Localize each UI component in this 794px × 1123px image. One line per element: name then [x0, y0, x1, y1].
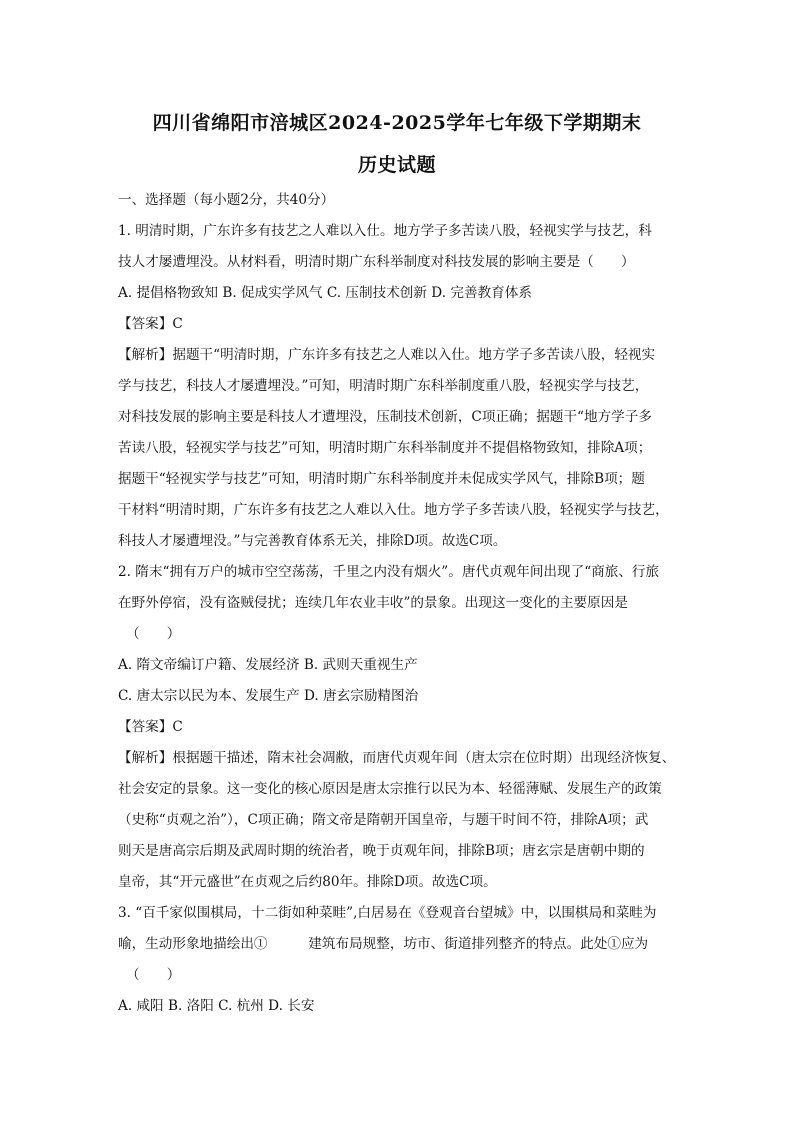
analysis-line: 则天是唐高宗后期及武周时期的统治者，晚于贞观年间，排除B项；唐玄宗是唐朝中期的 [118, 843, 645, 859]
question-stem-line: 喻，生动形象地描绘出① 建筑布局规整，坊市、街道排列整齐的特点。此处①应为 [118, 936, 649, 952]
question-options: A. 提倡格物致知 B. 促成实学风气 C. 压制技术创新 D. 完善教育体系 [118, 285, 532, 301]
document-subtitle: 历史试题 [357, 154, 436, 176]
question-3 [118, 898, 688, 1022]
question-options: C. 唐太宗以民为本、发展生产 D. 唐玄宗励精图治 [118, 688, 419, 704]
question-stem-line: 技人才屡遭埋没。从材料看，明清时期广东科举制度对科技发展的影响主要是（ ） [118, 254, 635, 270]
answer-line: 【答案】C [118, 719, 183, 735]
question-stem-line: 1. 明清时期，广东许多有技艺之人难以入仕。地方学子多苦读八股，轻视实学与技艺，科 [118, 223, 652, 239]
question-stem-line: （ ） [126, 967, 181, 983]
analysis-line: 苦读八股，轻视实学与技艺”可知，明清时期广东科举制度并不提倡格物致知，排除A项； [118, 440, 652, 456]
question-options: A. 隋文帝编订户籍、发展经济 B. 武则天重视生产 [118, 657, 418, 673]
analysis-line: 社会安定的景象。这一变化的核心原因是唐太宗推行以民为本、轻徭薄赋、发展生产的政策 [118, 781, 662, 797]
question-stem-line: 2. 隋末“拥有万户的城市空空荡荡，千里之内没有烟火”。唐代贞观年间出现了“商旅、行旅 [118, 564, 660, 580]
question-stem-line: （ ） [126, 626, 181, 642]
question-stem-line: 在野外停宿，没有盗贼侵扰；连续几年农业丰收”的景象。出现这一变化的主要原因是 [118, 595, 628, 611]
analysis-line: 【解析】据题干“明清时期，广东许多有技艺之人难以入仕。地方学子多苦读八股，轻视实 [118, 347, 656, 363]
analysis-line: 对科技发展的影响主要是科技人才遭埋没，压制技术创新，C项正确；据题干“地方学子多 [118, 409, 652, 425]
answer-line: 【答案】C [118, 316, 183, 332]
document-body [118, 185, 688, 1022]
analysis-line: 据题干“轻视实学与技艺”可知，明清时期广东科举制度并未促成实学风气，排除B项；题 [118, 471, 645, 487]
analysis-line: 皇帝，其“开元盛世”在贞观之后约80年。排除D项。故选C项。 [118, 874, 497, 890]
question-1 [118, 216, 688, 557]
analysis-line: 科技人才屡遭埋没。”与完善教育体系无关，排除D项。故选C项。 [118, 533, 507, 549]
question-options: A. 咸阳 B. 洛阳 C. 杭州 D. 长安 [118, 998, 315, 1014]
analysis-line: 干材料“明清时期，广东许多有技艺之人难以入仕。地方学子多苦读八股，轻视实学与技艺， [118, 502, 669, 518]
question-2 [118, 557, 688, 898]
analysis-line: （史称“贞观之治”），C项正确；隋文帝是隋朝开国皇帝，与题干时间不符，排除A项；武 [118, 812, 649, 828]
question-stem-line: 3. “百千家似围棋局，十二街如种菜畦”,白居易在《登观音台望城》中，以围棋局和菜畦为 [118, 905, 657, 921]
analysis-line: 【解析】根据题干描述，隋末社会凋敝，而唐代贞观年间（唐太宗在位时期）出现经济恢复、 [118, 750, 676, 766]
section-heading: 一、选择题（每小题2分，共40分） [118, 192, 335, 208]
document-title: 四川省绵阳市涪城区2024-2025学年七年级下学期期末 [152, 112, 642, 134]
analysis-line: 学与技艺，科技人才屡遭埋没。”可知，明清时期广东科举制度重八股，轻视实学与技艺， [118, 378, 649, 394]
